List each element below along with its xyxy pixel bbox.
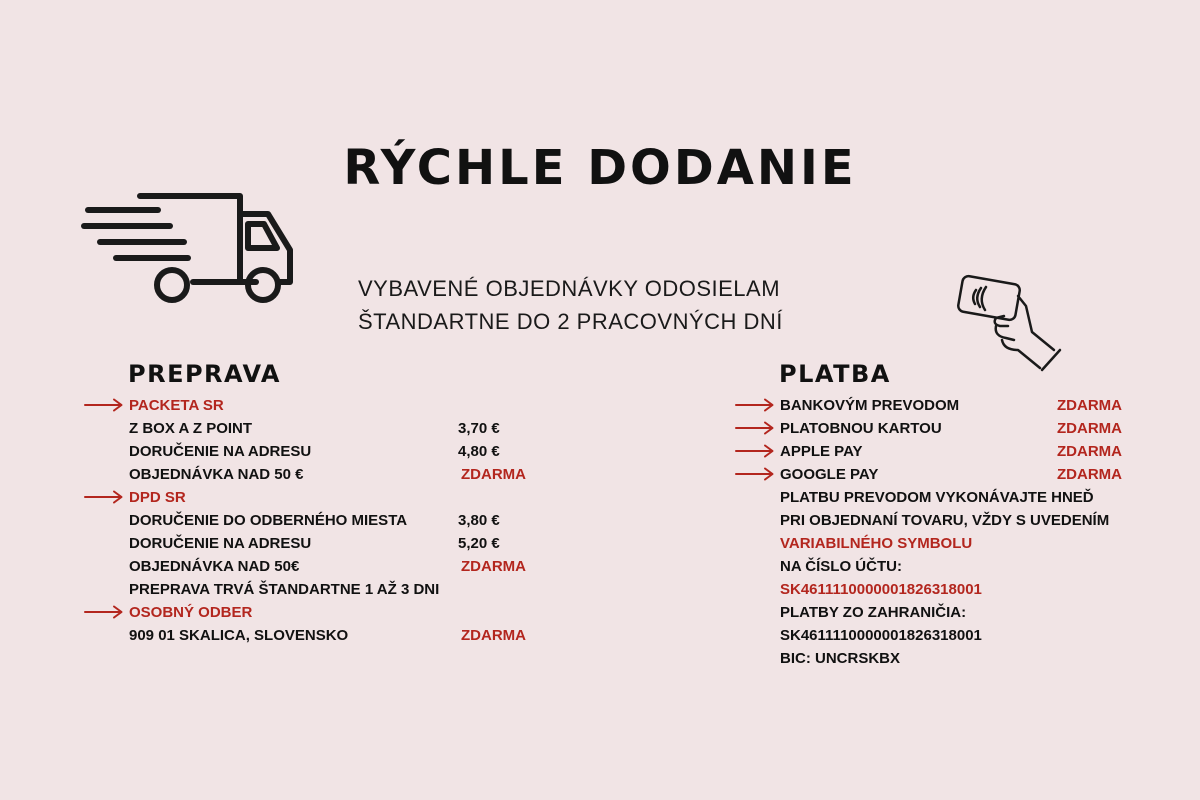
shipping-row-label: DORUČENIE NA ADRESU — [129, 535, 312, 552]
shipping-row-label: OBJEDNÁVKA NAD 50 € — [129, 466, 304, 483]
payment-row-label: NA ČÍSLO ÚČTU: — [780, 558, 902, 575]
shipping-row-label: DORUČENIE NA ADRESU — [129, 443, 312, 460]
payment-row-label: PLATOBNOU KARTOU — [780, 420, 942, 437]
arrow-right-icon — [735, 467, 775, 481]
shipping-row-value: ZDARMA — [461, 558, 526, 575]
shipping-row-label: OBJEDNÁVKA NAD 50€ — [129, 558, 300, 575]
payment-row-label: BIC: UNCRSKBX — [780, 650, 900, 667]
shipping-row-value: ZDARMA — [461, 466, 526, 483]
shipping-row-value: ZDARMA — [461, 627, 526, 644]
arrow-right-icon — [735, 421, 775, 435]
shipping-row-label: Z BOX A Z POINT — [129, 420, 253, 437]
payment-row-value: ZDARMA — [1057, 420, 1122, 437]
shipping-row-label: PREPRAVA TRVÁ ŠTANDARTNE 1 AŽ 3 DNI — [129, 581, 440, 598]
payment-heading: PLATBA — [779, 360, 891, 388]
shipping-row-value: 4,80 € — [458, 443, 500, 460]
subtitle-line-2: ŠTANDARTNE DO 2 PRACOVNÝCH DNÍ — [358, 309, 783, 334]
payment-row-label: SK4611110000001826318001 — [780, 581, 982, 598]
shipping-row-value: 5,20 € — [458, 535, 500, 552]
arrow-right-icon — [735, 398, 775, 412]
arrow-right-icon — [84, 398, 124, 412]
arrow-right-icon — [84, 490, 124, 504]
payment-row-label: GOOGLE PAY — [780, 466, 879, 483]
payment-row-label: BANKOVÝM PREVODOM — [780, 397, 960, 414]
contactless-card-icon — [950, 266, 1070, 376]
payment-row-label: SK4611110000001826318001 — [780, 627, 982, 644]
payment-row-value: ZDARMA — [1057, 466, 1122, 483]
payment-row-label: VARIABILNÉHO SYMBOLU — [780, 535, 973, 552]
shipping-heading: PREPRAVA — [128, 360, 281, 388]
payment-row-value: ZDARMA — [1057, 443, 1122, 460]
subtitle — [358, 272, 878, 338]
arrow-right-icon — [84, 605, 124, 619]
delivery-truck-icon — [80, 190, 300, 310]
payment-row-label: PRI OBJEDNANÍ TOVARU, VŽDY S UVEDENÍM — [780, 512, 1110, 529]
arrow-right-icon — [735, 444, 775, 458]
shipping-row-label: DORUČENIE DO ODBERNÉHO MIESTA — [129, 512, 408, 529]
shipping-row-label: 909 01 SKALICA, SLOVENSKO — [129, 627, 349, 644]
payment-row-value: ZDARMA — [1057, 397, 1122, 414]
page-title: RÝCHLE DODANIE — [343, 140, 857, 196]
payment-row-label: PLATBY ZO ZAHRANIČIA: — [780, 604, 967, 621]
shipping-row-value: 3,70 € — [458, 420, 500, 437]
shipping-row-label: PACKETA SR — [129, 397, 224, 414]
payment-row-label: PLATBU PREVODOM VYKONÁVAJTE HNEĎ — [780, 489, 1094, 506]
subtitle-line-1: VYBAVENÉ OBJEDNÁVKY ODOSIELAM — [358, 276, 781, 301]
shipping-row-label: DPD SR — [129, 489, 186, 506]
shipping-row-value: 3,80 € — [458, 512, 500, 529]
payment-row-label: APPLE PAY — [780, 443, 863, 460]
shipping-row-label: OSOBNÝ ODBER — [129, 604, 253, 621]
